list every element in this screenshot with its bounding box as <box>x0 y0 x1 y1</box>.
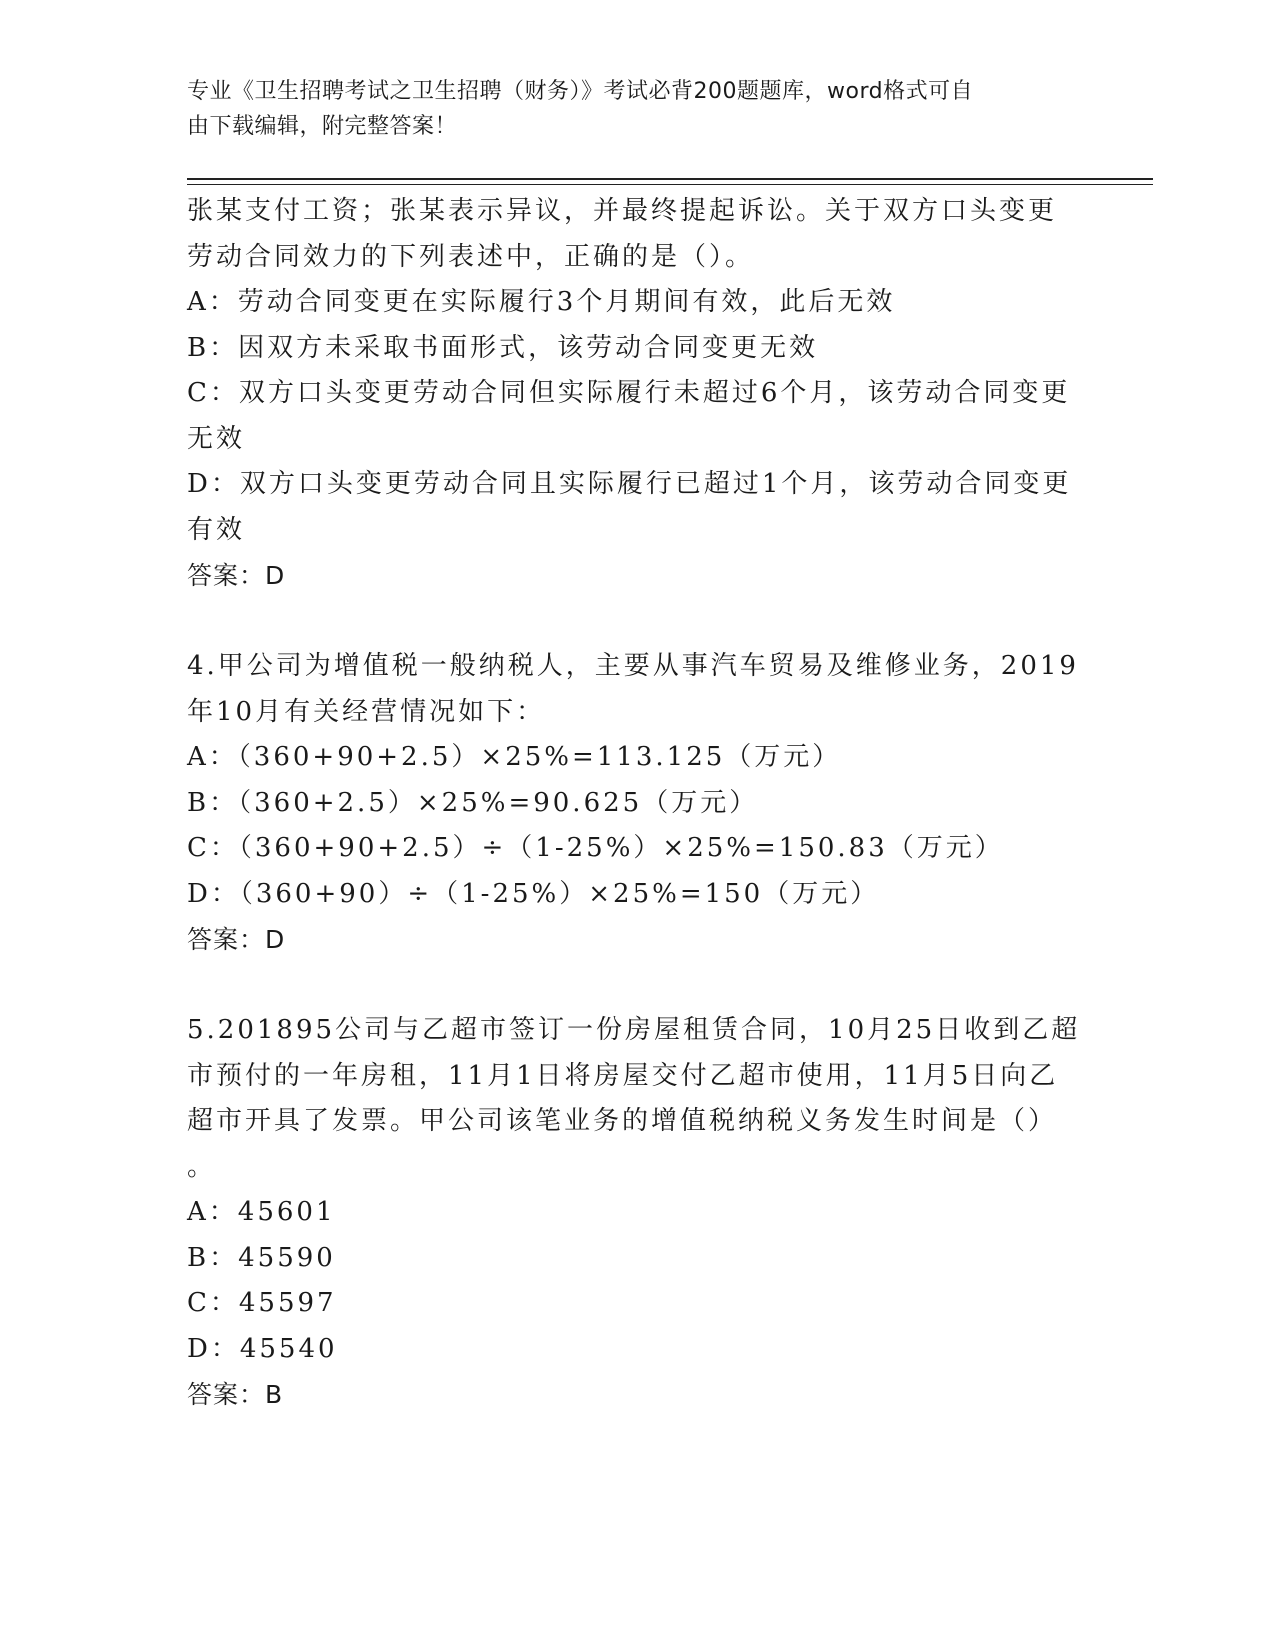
header-line-2: 由下载编辑，附完整答案！ <box>187 114 458 139</box>
question-3-option-c-line-1: C：双方口头变更劳动合同但实际履行未超过6个月，该劳动合同变更 <box>187 378 1071 408</box>
header-divider-thin <box>187 184 1153 185</box>
question-4-option-c: C：（360+90+2.5）÷（1-25%）×25%=150.83（万元） <box>187 833 1004 863</box>
question-5 <box>187 1008 1081 1418</box>
question-3-answer: 答案：D <box>187 561 286 590</box>
question-4-text-line-2: 年10月有关经营情况如下： <box>187 696 546 727</box>
header-line-1: 专业《卫生招聘考试之卫生招聘（财务）》考试必背200题题库，word格式可自 <box>187 79 974 104</box>
question-3-option-c-line-2: 无效 <box>187 423 246 454</box>
header-divider-thick <box>187 178 1153 180</box>
question-5-option-b: B：45590 <box>187 1242 336 1273</box>
spacer <box>187 963 1077 1009</box>
question-5-text-line-1: 5.201895公司与乙超市签订一份房屋租赁合同，10月25日收到乙超 <box>187 1015 1081 1045</box>
question-3-text-line-2: 劳动合同效力的下列表述中，正确的是（）。 <box>187 241 755 272</box>
question-3-text-line-1: 张某支付工资；张某表示异议，并最终提起诉讼。关于双方口头变更 <box>187 196 1058 226</box>
question-4-option-d: D：（360+90）÷（1-25%）×25%=150（万元） <box>187 878 880 909</box>
question-5-option-a: A：45601 <box>187 1197 336 1227</box>
spacer <box>187 599 1077 645</box>
question-5-answer: 答案：B <box>187 1380 284 1409</box>
question-5-text-line-4: 。 <box>187 1151 217 1182</box>
document-header <box>187 74 1067 144</box>
question-3-option-d-line-1: D：双方口头变更劳动合同且实际履行已超过1个月，该劳动合同变更 <box>187 469 1072 499</box>
question-3-option-a: A：劳动合同变更在实际履行3个月期间有效，此后无效 <box>187 287 896 317</box>
question-4 <box>187 644 1077 963</box>
question-4-option-a: A：（360+90+2.5）×25%=113.125（万元） <box>187 742 842 772</box>
question-3 <box>187 189 1077 599</box>
question-5-text-line-3: 超市开具了发票。甲公司该笔业务的增值税纳税义务发生时间是（） <box>187 1106 1058 1136</box>
question-5-option-d: D：45540 <box>187 1333 338 1364</box>
question-4-option-b: B：（360+2.5）×25%=90.625（万元） <box>187 787 759 818</box>
question-4-text-line-1: 4.甲公司为增值税一般纳税人，主要从事汽车贸易及维修业务，2019 <box>187 651 1079 681</box>
question-4-answer: 答案：D <box>187 925 286 954</box>
question-3-option-d-line-2: 有效 <box>187 514 246 545</box>
document-body <box>187 189 1081 1418</box>
question-5-text-line-2: 市预付的一年房租，11月1日将房屋交付乙超市使用，11月5日向乙 <box>187 1060 1059 1091</box>
question-5-option-c: C：45597 <box>187 1288 337 1318</box>
question-3-option-b: B：因双方未采取书面形式，该劳动合同变更无效 <box>187 332 819 363</box>
